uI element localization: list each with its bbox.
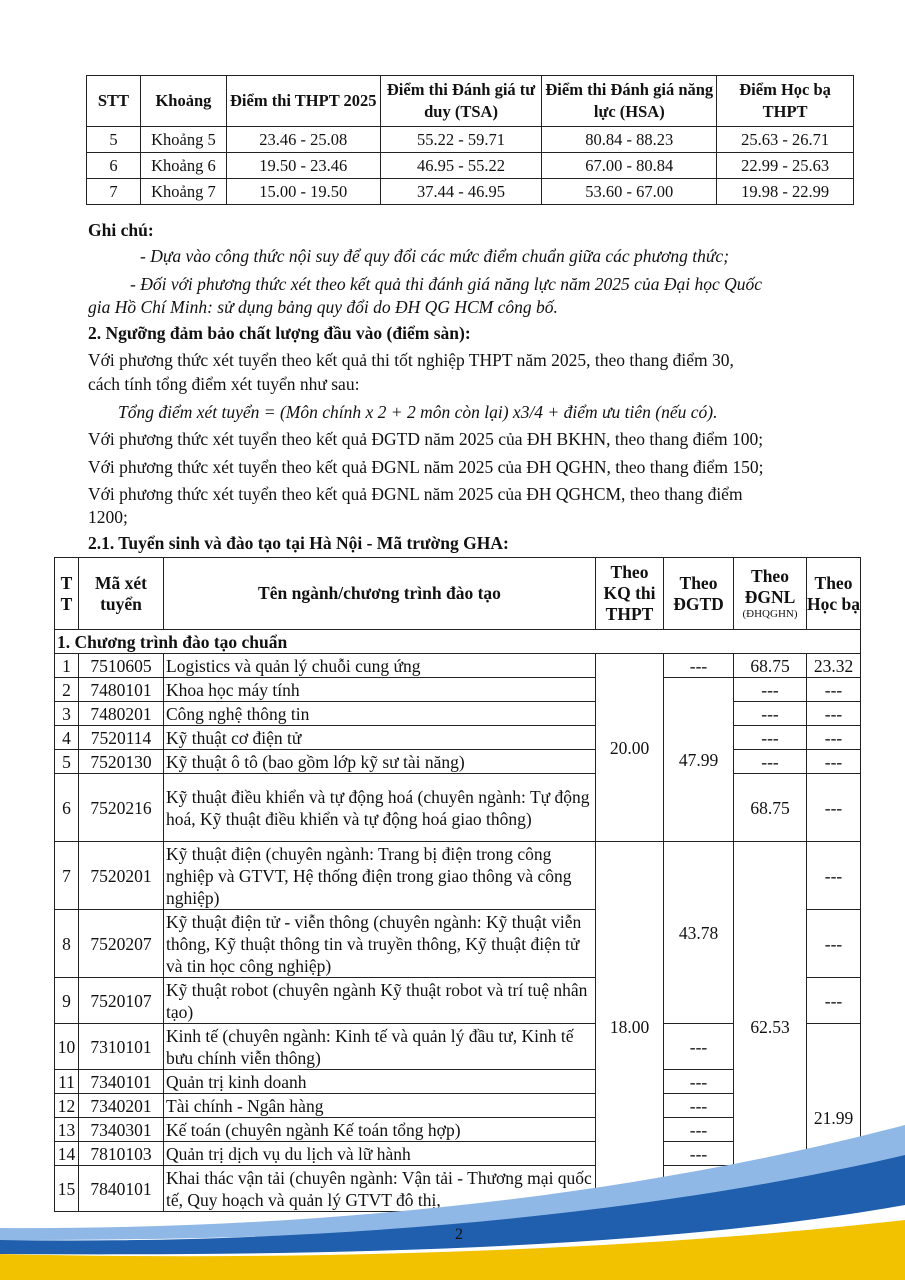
table-cell: Khoảng 5 [140, 127, 226, 153]
header-tsa: Điểm thi Đánh giá tư duy (TSA) [380, 76, 542, 127]
dgtd-score: --- [664, 1142, 734, 1166]
row-name: Kỹ thuật cơ điện tử [164, 726, 596, 750]
row-name: Công nghệ thông tin [164, 702, 596, 726]
table-cell: 19.50 - 23.46 [226, 153, 380, 179]
header-hocba: Điểm Học bạ THPT [717, 76, 854, 127]
table-row [55, 750, 861, 774]
header-dgnl [734, 558, 807, 630]
header-code: Mã xét tuyển [79, 558, 164, 630]
row-code: 7480201 [79, 702, 164, 726]
row-name: Kỹ thuật robot (chuyên ngành Kỹ thuật robot và trí tuệ nhân tạo) [164, 978, 596, 1024]
hocba-score: --- [807, 750, 861, 774]
header-name: Tên ngành/chương trình đào tạo [164, 558, 596, 630]
notes-title: Ghi chú: [88, 220, 154, 240]
header-dgnl-label: Theo ĐGNL [744, 566, 796, 607]
table-cell: 5 [87, 127, 141, 153]
row-tt: 10 [55, 1024, 79, 1070]
dgtd-score: --- [664, 1070, 734, 1094]
hocba-score: --- [807, 702, 861, 726]
hocba-score-group: 21.99 [807, 1024, 861, 1212]
row-code: 7520114 [79, 726, 164, 750]
dgnl-score: --- [734, 726, 807, 750]
thpt-score-group-2: 18.00 [596, 842, 664, 1212]
dgtd-score: --- [664, 1118, 734, 1142]
table-cell: 25.63 - 26.71 [717, 127, 854, 153]
header-thpt: Theo KQ thi THPT [596, 558, 664, 630]
row-tt: 6 [55, 774, 79, 842]
header-hocba: Theo Học bạ [807, 558, 861, 630]
row-name: Kỹ thuật điều khiển và tự động hoá (chuyên ngành: Tự động hoá, Kỹ thuật điều khiển và tự động hoá giao thông) [164, 774, 596, 842]
row-code: 7520201 [79, 842, 164, 910]
paragraph: 1200; [88, 507, 128, 527]
row-name: Quản trị kinh doanh [164, 1070, 596, 1094]
table-cell: Khoảng 6 [140, 153, 226, 179]
header-thpt: Điểm thi THPT 2025 [226, 76, 380, 127]
row-tt: 11 [55, 1070, 79, 1094]
row-code: 7480101 [79, 678, 164, 702]
row-code: 7340101 [79, 1070, 164, 1094]
header-khoang: Khoảng [140, 76, 226, 127]
table-cell: 37.44 - 46.95 [380, 179, 542, 205]
table-cell: 6 [87, 153, 141, 179]
row-name: Khoa học máy tính [164, 678, 596, 702]
formula: Tổng điểm xét tuyển = (Môn chính x 2 + 2 môn còn lại) x3/4 + điểm ưu tiên (nếu có). [118, 402, 718, 422]
row-tt: 8 [55, 910, 79, 978]
table-cell: 80.84 - 88.23 [542, 127, 717, 153]
row-code: 7520130 [79, 750, 164, 774]
row-code: 7520216 [79, 774, 164, 842]
table-cell: 23.46 - 25.08 [226, 127, 380, 153]
row-name: Kế toán (chuyên ngành Kế toán tổng hợp) [164, 1118, 596, 1142]
table-cell: 53.60 - 67.00 [542, 179, 717, 205]
hocba-score: 23.32 [807, 654, 861, 678]
section-row [55, 630, 861, 654]
dgnl-score: 68.75 [734, 654, 807, 678]
header-hsa: Điểm thi Đánh giá năng lực (HSA) [542, 76, 717, 127]
row-code: 7340201 [79, 1094, 164, 1118]
hocba-score: --- [807, 726, 861, 750]
note-line-2b: gia Hồ Chí Minh: sử dụng bảng quy đổi do ĐH QG HCM công bố. [88, 297, 558, 317]
row-tt: 12 [55, 1094, 79, 1118]
dgtd-score: --- [664, 1024, 734, 1070]
page-number: 2 [455, 1226, 463, 1243]
row-name: Kỹ thuật điện tử - viễn thông (chuyên ngành: Kỹ thuật viễn thông, Kỹ thuật thông tin và truyền thông, Kỹ thuật điện tử và tin học công nghiệp) [164, 910, 596, 978]
table-row [87, 179, 854, 205]
row-code: 7510605 [79, 654, 164, 678]
dgnl-score: --- [734, 678, 807, 702]
table-row [55, 654, 861, 678]
row-tt: 13 [55, 1118, 79, 1142]
section-label: 1. Chương trình đào tạo chuẩn [55, 630, 861, 654]
row-code: 7520107 [79, 978, 164, 1024]
table-cell: 22.99 - 25.63 [717, 153, 854, 179]
row-tt: 7 [55, 842, 79, 910]
score-range-table [86, 75, 854, 205]
row-name: Kỹ thuật ô tô (bao gồm lớp kỹ sư tài năng) [164, 750, 596, 774]
row-code: 7310101 [79, 1024, 164, 1070]
dgtd-score: --- [664, 1094, 734, 1118]
dgtd-score-group-2: 43.78 [664, 842, 734, 1024]
dgnl-score-group-2: 62.53 [734, 842, 807, 1212]
row-name: Khai thác vận tải (chuyên ngành: Vận tải - Thương mại quốc tế, Quy hoạch và quản lý GTVT đô thị, [164, 1166, 596, 1212]
row-tt: 15 [55, 1166, 79, 1212]
table-row [55, 678, 861, 702]
dgnl-score: --- [734, 702, 807, 726]
table-header-row [87, 76, 854, 127]
thpt-score-group-1: 20.00 [596, 654, 664, 842]
row-code: 7810103 [79, 1142, 164, 1166]
dgtd-score: --- [664, 654, 734, 678]
section-heading: 2. Ngưỡng đảm bảo chất lượng đầu vào (điểm sàn): [88, 323, 471, 343]
row-name: Tài chính - Ngân hàng [164, 1094, 596, 1118]
hocba-score: --- [807, 774, 861, 842]
row-tt: 3 [55, 702, 79, 726]
hocba-score: --- [807, 842, 861, 910]
row-name: Logistics và quản lý chuỗi cung ứng [164, 654, 596, 678]
paragraph: Với phương thức xét tuyển theo kết quả thi tốt nghiệp THPT năm 2025, theo thang điểm 30, [88, 350, 734, 370]
row-tt: 14 [55, 1142, 79, 1166]
row-name: Quản trị dịch vụ du lịch và lữ hành [164, 1142, 596, 1166]
hocba-score: --- [807, 910, 861, 978]
table-cell: 46.95 - 55.22 [380, 153, 542, 179]
row-code: 7340301 [79, 1118, 164, 1142]
row-tt: 2 [55, 678, 79, 702]
sub-heading: 2.1. Tuyển sinh và đào tạo tại Hà Nội - Mã trường GHA: [88, 533, 509, 553]
row-tt: 9 [55, 978, 79, 1024]
paragraph: cách tính tổng điểm xét tuyển như sau: [88, 374, 360, 394]
table-row [55, 842, 861, 910]
hocba-score: --- [807, 978, 861, 1024]
table-cell: Khoảng 7 [140, 179, 226, 205]
hocba-score: --- [807, 678, 861, 702]
header-tt: T T [55, 558, 79, 630]
table-cell: 19.98 - 22.99 [717, 179, 854, 205]
header-dgtd: Theo ĐGTD [664, 558, 734, 630]
table-cell: 7 [87, 179, 141, 205]
header-dgnl-sub: (ĐHQGHN) [742, 608, 798, 620]
table-header-row [55, 558, 861, 630]
table-cell: 67.00 - 80.84 [542, 153, 717, 179]
row-name: Kỹ thuật điện (chuyên ngành: Trang bị điện trong công nghiệp và GTVT, Hệ thống điện trong giao thông và công nghiệp) [164, 842, 596, 910]
table-row [87, 127, 854, 153]
dgtd-score-group-1: 47.99 [664, 678, 734, 842]
row-tt: 4 [55, 726, 79, 750]
row-code: 7840101 [79, 1166, 164, 1212]
footer-wave-decoration [0, 1040, 905, 1280]
paragraph: Với phương thức xét tuyển theo kết quả ĐGNL năm 2025 của ĐH QGHCM, theo thang điểm [88, 484, 743, 504]
note-line-2a: - Đối với phương thức xét theo kết quả thi đánh giá năng lực năm 2025 của Đại học Quốc [130, 274, 762, 294]
note-line-1: - Dựa vào công thức nội suy để quy đổi các mức điểm chuẩn giữa các phương thức; [140, 246, 730, 266]
row-name: Kinh tế (chuyên ngành: Kinh tế và quản lý đầu tư, Kinh tế bưu chính viễn thông) [164, 1024, 596, 1070]
row-tt: 1 [55, 654, 79, 678]
table-row [87, 153, 854, 179]
dgnl-score: --- [734, 750, 807, 774]
dgnl-score: 68.75 [734, 774, 807, 842]
table-row [55, 726, 861, 750]
table-cell: 15.00 - 19.50 [226, 179, 380, 205]
table-cell: 55.22 - 59.71 [380, 127, 542, 153]
table-row [55, 702, 861, 726]
paragraph: Với phương thức xét tuyển theo kết quả ĐGNL năm 2025 của ĐH QGHN, theo thang điểm 150; [88, 457, 764, 477]
header-stt: STT [87, 76, 141, 127]
row-code: 7520207 [79, 910, 164, 978]
table-row [55, 774, 861, 842]
row-tt: 5 [55, 750, 79, 774]
paragraph: Với phương thức xét tuyển theo kết quả ĐGTD năm 2025 của ĐH BKHN, theo thang điểm 100; [88, 429, 764, 449]
